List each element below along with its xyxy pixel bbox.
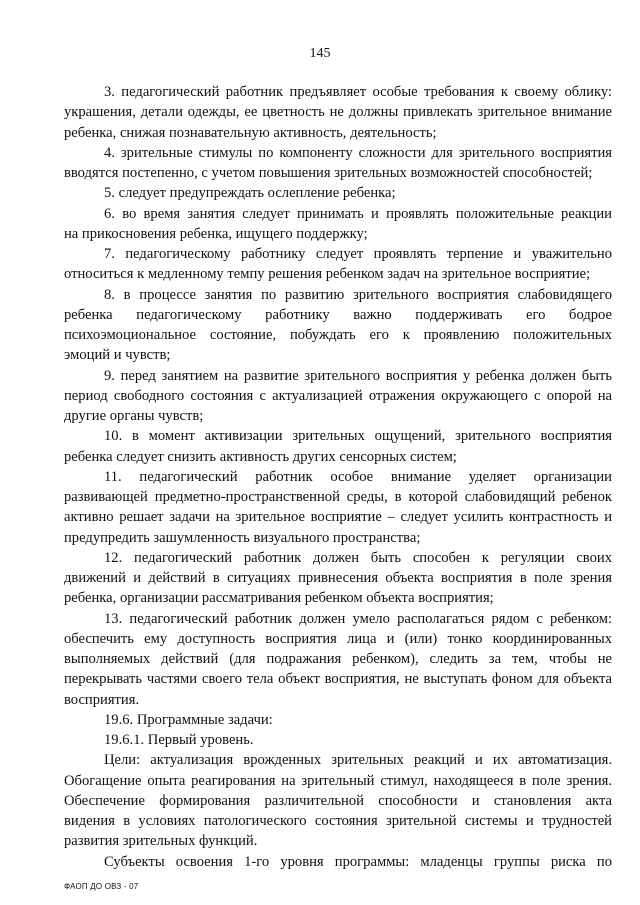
text-line: 8. в процессе занятия по развитию зрительного восприятия слабовидящего bbox=[104, 286, 612, 303]
text-line: другие органы чувств; bbox=[64, 408, 204, 424]
text-line: выполняемых действий (для подражания ребенком), следить за тем, чтобы не bbox=[64, 651, 612, 667]
text-line: развития зрительных функций. bbox=[64, 833, 258, 850]
paragraph bbox=[64, 548, 612, 609]
text-line: 10. в момент активизации зрительных ощущений, зрительного восприятия bbox=[104, 428, 612, 445]
text-line: на прикосновения ребенка, ищущего поддержку; bbox=[64, 225, 368, 242]
text-line: предупредить зашумленность визуального пространства; bbox=[64, 529, 421, 546]
text-line: 13. педагогический работник должен умело располагаться рядом с ребенком: bbox=[104, 610, 612, 627]
paragraph bbox=[64, 467, 612, 548]
text-line: 6. во время занятия следует принимать и проявлять положительные реакции bbox=[104, 205, 612, 222]
paragraph bbox=[64, 285, 612, 366]
text-line: 5. следует предупреждать ослепление ребенка; bbox=[104, 185, 396, 202]
text-line: 11. педагогический работник особое внимание уделяет организации bbox=[104, 468, 612, 485]
text-line: Субъекты освоения 1-го уровня программы: младенцы группы риска по bbox=[104, 853, 612, 870]
text-line: видения в условиях патологического состояния зрительной системы и трудностей bbox=[64, 813, 612, 829]
paragraph bbox=[64, 750, 612, 851]
text-line: 4. зрительные стимулы по компоненту сложности для зрительного восприятия bbox=[104, 144, 612, 161]
text-line: Цели: актуализация врожденных зрительных реакций и их автоматизация. bbox=[104, 752, 612, 769]
text-line: развивающей предметно-пространственной среды, в которой слабовидящий ребенок bbox=[64, 489, 612, 505]
text-line: украшения, детали одежды, ее цветность не должны привлекать зрительное внимание bbox=[64, 104, 612, 121]
paragraph bbox=[64, 710, 612, 730]
text-line: эмоций и чувств; bbox=[64, 347, 171, 364]
text-line: 7. педагогическому работнику следует проявлять терпение и уважительно bbox=[104, 246, 612, 262]
text-line: обеспечить ему доступность восприятия лица и (или) тонко координированных bbox=[64, 630, 612, 647]
text-line: 3. педагогический работник предъявляет особые требования к своему облику: bbox=[104, 84, 612, 100]
paragraph bbox=[64, 366, 612, 427]
text-line: вводятся постепенно, с учетом повышения зрительных возможностей способностей; bbox=[64, 165, 593, 181]
page-number: 145 bbox=[309, 46, 331, 61]
paragraph bbox=[64, 204, 612, 245]
text-line: 19.6. Программные задачи: bbox=[104, 711, 273, 728]
text-line: период свободного состояния с актуализацией отражения окружающего с опорой на bbox=[64, 387, 612, 404]
text-line: 19.6.1. Первый уровень. bbox=[104, 732, 254, 748]
paragraph bbox=[64, 730, 612, 750]
paragraph bbox=[64, 244, 612, 285]
text-line: ребенка, снижая познавательную активность, деятельность; bbox=[64, 124, 437, 141]
text-line: ребенка, организации рассматривания ребенком объекта восприятия; bbox=[64, 590, 494, 607]
paragraph bbox=[64, 426, 612, 467]
paragraph bbox=[64, 852, 612, 872]
text-line: восприятия. bbox=[64, 691, 140, 708]
paragraph bbox=[64, 82, 612, 143]
text-line: активно решает задачи на зрительное восприятие – следует усилить контрастность и bbox=[64, 509, 612, 526]
text-line: 9. перед занятием на развитие зрительного восприятия у ребенка должен быть bbox=[104, 367, 612, 384]
text-line: относиться к медленному темпу решения ребенком задач на зрительное восприятие; bbox=[64, 266, 591, 283]
paragraph bbox=[64, 183, 612, 203]
text-line: перекрывать частями своего тела объект восприятия, не выступать фоном для объекта bbox=[64, 671, 612, 688]
text-line: ребенка педагогическому работнику важно поддерживать его бодрое bbox=[64, 306, 612, 323]
text-line: Обогащение опыта реагирования на зрительный стимул, находящееся в поле зрения. bbox=[64, 772, 612, 789]
text-line: Обеспечение формирования различительной способности и становления акта bbox=[64, 792, 612, 809]
text-line: психоэмоциональное состояние, побуждать его к проявлению положительных bbox=[64, 327, 612, 343]
footer-document-code: ФАОП ДО ОВЗ - 07 bbox=[64, 882, 139, 891]
paragraph bbox=[64, 609, 612, 710]
text-line: движений и действий в ситуациях привнесения объекта восприятия в поле зрения bbox=[64, 570, 612, 586]
text-line: 12. педагогический работник должен быть способен к регуляции своих bbox=[104, 549, 612, 566]
paragraph bbox=[64, 143, 612, 184]
document-body bbox=[64, 82, 612, 872]
text-line: ребенка следует снизить активность других сенсорных систем; bbox=[64, 448, 457, 465]
